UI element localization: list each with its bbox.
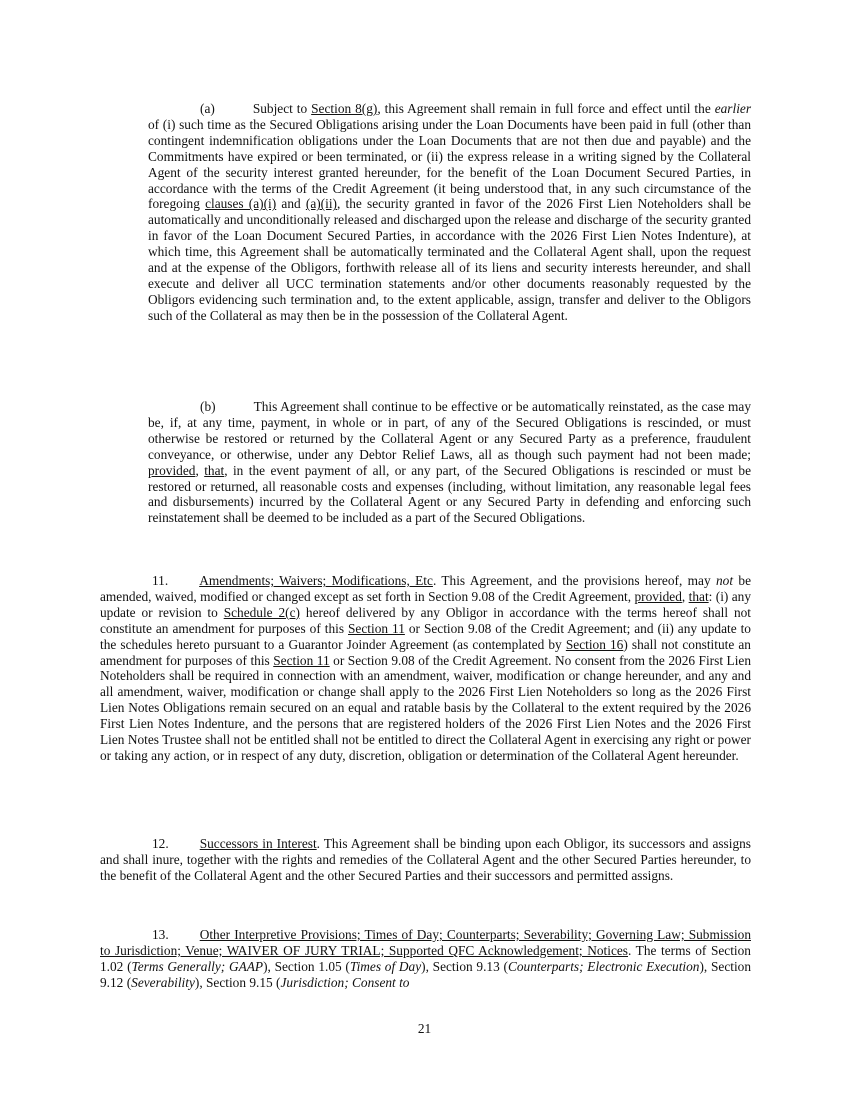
clause-label: (a) [200,101,215,116]
paragraph-10a: (a) Subject to Section 8(g), this Agreement shall remain in full force and effect until the earlier of (i) such time as the Secured Obligations arising under the Loan Documents have been paid in full (other than contingent indemnification obligations under the Loan Documents that are not then due and payable) and the Commitments have expired or been terminated, or (ii) the express release in a writing signed by the Collateral Agent of the security interest granted hereunder, for the benefit of the Loan Document Secured Parties, in accordance with the terms of the Credit Agreement (it being understood that, in any such circumstance of the foregoing clauses (a)(i) and (a)(ii), the security granted in favor of the 2026 First Lien Noteholders shall be automatically and unconditionally released and discharged upon the release and discharge of the security granted in favor of the Loan Document Secured Parties, in accordance with the 2026 First Lien Notes Indenture), at which time, this Agreement shall be automatically terminated and the Collateral Agent shall, upon the request and at the expense of the Obligors, forthwith release all of its liens and security interests hereunder, and shall execute and deliver all UCC termination statements and/or other documents reasonably requested by the Obligors evidencing such termination and, to the extent applicable, assign, transfer and deliver to the Obligors such of the Collateral as may then be in the possession of the Collateral Agent. [148,101,752,323]
section-reference: Section 16 [565,636,624,652]
section-reference: Section 8(g) [311,101,378,116]
schedule-reference: Schedule 2(c) [223,604,300,620]
section-heading: Successors in Interest [199,836,317,851]
section-heading: Other Interpretive Provisions; Times of Day; Counterparts; Severability; Governing Law; Submission to Jurisdiction; Venue; WAIVER OF JURY TRIAL; Supported QFC Acknowledgement; Notices [100,927,751,958]
page-number: 21 [417,1021,432,1036]
section-reference: Section 11 [273,652,330,668]
clause-reference: (a)(ii) [305,196,337,212]
proviso-term: that [204,462,225,478]
emphasis-text: Jurisdiction; Consent to [280,974,410,990]
emphasis-text: Times of Day [349,958,422,974]
paragraph-10b: (b) This Agreement shall continue to be effective or be automatically reinstated, as the case may be, if, at any time, payment, in whole or in part, of any of the Secured Obligations is rescinded, or must otherwise be restored or returned by the Collateral Agent or any Secured Party as a preference, fraudulent conveyance, or otherwise, under any Debtor Relief Laws, all as though such payment had not been made; provided, that, in the event payment of all, or any part, of the Secured Obligations is rescinded or must be restored or returned, all reasonable costs and expenses (including, without limitation, any reasonable legal fees and disbursements) incurred by the Collateral Agent or any Secured Party in defending and enforcing such reinstatement shall be deemed to be included as a part of the Secured Obligations. [148,399,752,526]
section-number: 12. [152,836,169,851]
clause-label: (b) [200,399,216,414]
emphasis-text: Severability [131,974,195,990]
emphasis-text: not [715,573,734,588]
section-11: 11. Amendments; Waivers; Modifications, Etc. This Agreement, and the provisions hereof, may not be amended, waived, modified or changed except as set forth in Section 9.08 of the Credit Agreement, provided, that: (i) any update or revision to Schedule 2(c) hereof delivered by any Obligor in accordance with the terms hereof shall not constitute an amendment for purposes of this Section 11 or Section 9.08 of the Credit Agreement; and (ii) any update to the schedules hereto pursuant to a Guarantor Joinder Agreement (as contemplated by Section 16) shall not constitute an amendment for purposes of this Section 11 or Section 9.08 of the Credit Agreement. No consent from the 2026 First Lien Noteholders shall be required in connection with an amendment, waiver, modification or change hereunder, and any and all amendment, waiver, modification or change shall apply to the 2026 First Lien Noteholders so long as the 2026 First Lien Notes Obligations remain secured on an equal and ratable basis by the Collateral to the extent required by the 2026 First Lien Notes Indenture, and the persons that are registered holders of the 2026 First Lien Notes and the 2026 First Lien Notes Trustee shall not be entitled shall not be entitled to direct the Collateral Agent in exercising any right or power or taking any action, or in respect of any duty, discretion, obligation or determination of the Collateral Agent hereunder. [100,573,752,763]
section-12: 12. Successors in Interest. This Agreement shall be binding upon each Obligor, its successors and assigns and shall inure, together with the rights and remedies of the Collateral Agent and the other Secured Parties hereunder, to the benefit of the Collateral Agent and the other Secured Parties and their successors and permitted assigns. [100,836,751,883]
emphasis-text: Terms Generally; GAAP [131,958,264,974]
proviso-term: that [688,588,709,604]
section-number: 13. [152,927,169,942]
section-heading: Amendments; Waivers; Modifications, Etc [199,573,433,588]
emphasis-text: earlier [714,101,752,116]
section-reference: Section 11 [348,620,405,636]
emphasis-text: Counterparts; Electronic Execution [507,958,700,974]
section-13: 13. Other Interpretive Provisions; Times of Day; Counterparts; Severability; Governing Law; Submission to Jurisdiction; Venue; WAIVER OF JURY TRIAL; Supported QFC Acknowledgement; Notices. The terms of Section 1.02 (Terms Generally; GAAP), Section 1.05 (Times of Day), Section 9.13 (Counterparts; Electronic Execution), Section 9.12 (Severability), Section 9.15 (Jurisdiction; Consent to [100,927,752,990]
section-number: 11. [152,573,169,588]
clause-reference: clauses (a)(i) [205,196,277,212]
proviso-term: provided [634,588,682,604]
proviso-term: provided [148,462,196,478]
